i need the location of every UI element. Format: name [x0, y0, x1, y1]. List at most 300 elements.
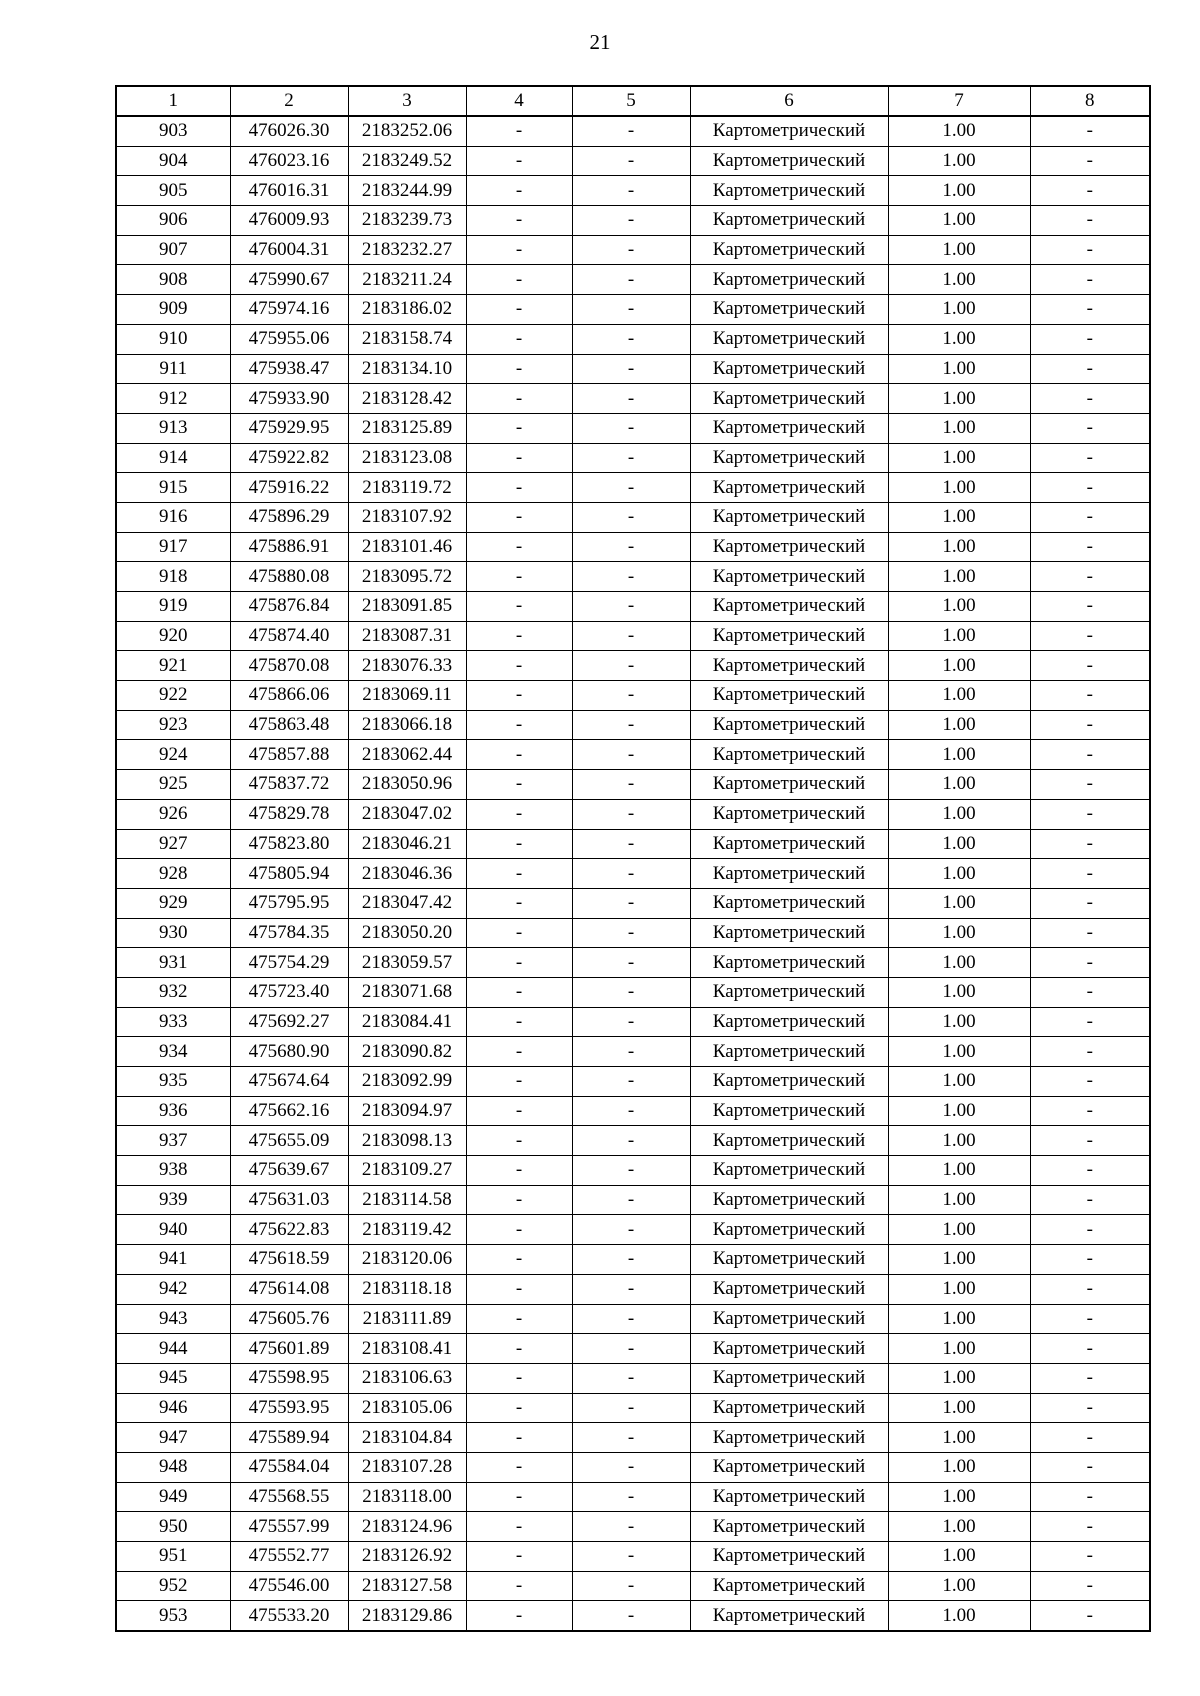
point-number-cell: 919: [116, 592, 230, 622]
column-4-cell: -: [466, 1393, 572, 1423]
x-coordinate-cell: 475754.29: [230, 948, 348, 978]
method-cell: Картометрический: [690, 799, 888, 829]
column-5-cell: -: [572, 1037, 690, 1067]
column-8-cell: -: [1030, 1007, 1150, 1037]
column-5-cell: -: [572, 324, 690, 354]
table-row: [116, 502, 1150, 532]
method-cell: Картометрический: [690, 1096, 888, 1126]
column-8-cell: -: [1030, 295, 1150, 325]
accuracy-cell: 1.00: [888, 146, 1030, 176]
accuracy-cell: 1.00: [888, 295, 1030, 325]
table-row: [116, 918, 1150, 948]
accuracy-cell: 1.00: [888, 384, 1030, 414]
accuracy-cell: 1.00: [888, 265, 1030, 295]
accuracy-cell: 1.00: [888, 176, 1030, 206]
y-coordinate-cell: 2183084.41: [348, 1007, 466, 1037]
accuracy-cell: 1.00: [888, 1007, 1030, 1037]
point-number-cell: 944: [116, 1334, 230, 1364]
table-row: [116, 1274, 1150, 1304]
x-coordinate-cell: 475552.77: [230, 1542, 348, 1572]
point-number-cell: 922: [116, 681, 230, 711]
method-cell: Картометрический: [690, 324, 888, 354]
method-cell: Картометрический: [690, 740, 888, 770]
x-coordinate-cell: 476026.30: [230, 116, 348, 146]
x-coordinate-cell: 475805.94: [230, 859, 348, 889]
point-number-cell: 937: [116, 1126, 230, 1156]
method-cell: Картометрический: [690, 384, 888, 414]
column-4-cell: -: [466, 1185, 572, 1215]
column-5-cell: -: [572, 1185, 690, 1215]
column-8-cell: -: [1030, 1542, 1150, 1572]
x-coordinate-cell: 475622.83: [230, 1215, 348, 1245]
column-5-cell: -: [572, 1215, 690, 1245]
method-cell: Картометрический: [690, 1512, 888, 1542]
y-coordinate-cell: 2183134.10: [348, 354, 466, 384]
table-row: [116, 1096, 1150, 1126]
y-coordinate-cell: 2183124.96: [348, 1512, 466, 1542]
x-coordinate-cell: 475618.59: [230, 1245, 348, 1275]
accuracy-cell: 1.00: [888, 1096, 1030, 1126]
column-8-cell: -: [1030, 1601, 1150, 1631]
method-cell: Картометрический: [690, 1334, 888, 1364]
accuracy-cell: 1.00: [888, 710, 1030, 740]
column-4-cell: -: [466, 1067, 572, 1097]
accuracy-cell: 1.00: [888, 1393, 1030, 1423]
method-cell: Картометрический: [690, 295, 888, 325]
column-5-cell: -: [572, 1096, 690, 1126]
method-cell: Картометрический: [690, 1245, 888, 1275]
column-8-cell: -: [1030, 176, 1150, 206]
column-5-cell: -: [572, 295, 690, 325]
point-number-cell: 949: [116, 1482, 230, 1512]
column-4-cell: -: [466, 1482, 572, 1512]
x-coordinate-cell: 475631.03: [230, 1185, 348, 1215]
x-coordinate-cell: 476009.93: [230, 206, 348, 236]
column-8-cell: -: [1030, 681, 1150, 711]
method-cell: Картометрический: [690, 710, 888, 740]
accuracy-cell: 1.00: [888, 502, 1030, 532]
method-cell: Картометрический: [690, 235, 888, 265]
column-5-cell: -: [572, 413, 690, 443]
column-8-cell: -: [1030, 592, 1150, 622]
method-cell: Картометрический: [690, 651, 888, 681]
table-row: [116, 888, 1150, 918]
table-row: [116, 1423, 1150, 1453]
x-coordinate-cell: 475938.47: [230, 354, 348, 384]
column-8-cell: -: [1030, 473, 1150, 503]
accuracy-cell: 1.00: [888, 681, 1030, 711]
method-cell: Картометрический: [690, 977, 888, 1007]
y-coordinate-cell: 2183118.18: [348, 1274, 466, 1304]
column-header-6: 6: [690, 86, 888, 116]
column-5-cell: -: [572, 710, 690, 740]
method-cell: Картометрический: [690, 206, 888, 236]
table-row: [116, 1185, 1150, 1215]
y-coordinate-cell: 2183158.74: [348, 324, 466, 354]
point-number-cell: 945: [116, 1363, 230, 1393]
column-5-cell: -: [572, 1156, 690, 1186]
point-number-cell: 913: [116, 413, 230, 443]
column-5-cell: -: [572, 1274, 690, 1304]
x-coordinate-cell: 475639.67: [230, 1156, 348, 1186]
x-coordinate-cell: 475863.48: [230, 710, 348, 740]
accuracy-cell: 1.00: [888, 948, 1030, 978]
column-4-cell: -: [466, 473, 572, 503]
y-coordinate-cell: 2183090.82: [348, 1037, 466, 1067]
table-row: [116, 859, 1150, 889]
y-coordinate-cell: 2183119.72: [348, 473, 466, 503]
point-number-cell: 927: [116, 829, 230, 859]
column-8-cell: -: [1030, 1452, 1150, 1482]
method-cell: Картометрический: [690, 443, 888, 473]
y-coordinate-cell: 2183098.13: [348, 1126, 466, 1156]
method-cell: Картометрический: [690, 1274, 888, 1304]
x-coordinate-cell: 475692.27: [230, 1007, 348, 1037]
table-row: [116, 1482, 1150, 1512]
column-5-cell: -: [572, 1126, 690, 1156]
method-cell: Картометрический: [690, 918, 888, 948]
column-4-cell: -: [466, 1304, 572, 1334]
y-coordinate-cell: 2183104.84: [348, 1423, 466, 1453]
y-coordinate-cell: 2183071.68: [348, 977, 466, 1007]
table-row: [116, 948, 1150, 978]
point-number-cell: 906: [116, 206, 230, 236]
y-coordinate-cell: 2183129.86: [348, 1601, 466, 1631]
accuracy-cell: 1.00: [888, 1126, 1030, 1156]
column-4-cell: -: [466, 502, 572, 532]
y-coordinate-cell: 2183127.58: [348, 1571, 466, 1601]
column-8-cell: -: [1030, 1037, 1150, 1067]
accuracy-cell: 1.00: [888, 1304, 1030, 1334]
column-5-cell: -: [572, 1601, 690, 1631]
point-number-cell: 904: [116, 146, 230, 176]
point-number-cell: 905: [116, 176, 230, 206]
column-5-cell: -: [572, 918, 690, 948]
column-5-cell: -: [572, 265, 690, 295]
method-cell: Картометрический: [690, 146, 888, 176]
accuracy-cell: 1.00: [888, 1571, 1030, 1601]
accuracy-cell: 1.00: [888, 1452, 1030, 1482]
column-4-cell: -: [466, 1156, 572, 1186]
column-5-cell: -: [572, 859, 690, 889]
column-4-cell: -: [466, 710, 572, 740]
column-5-cell: -: [572, 1245, 690, 1275]
method-cell: Картометрический: [690, 770, 888, 800]
y-coordinate-cell: 2183107.92: [348, 502, 466, 532]
table-row: [116, 1393, 1150, 1423]
column-8-cell: -: [1030, 1156, 1150, 1186]
table-row: [116, 1363, 1150, 1393]
column-4-cell: -: [466, 562, 572, 592]
column-4-cell: -: [466, 532, 572, 562]
accuracy-cell: 1.00: [888, 621, 1030, 651]
column-4-cell: -: [466, 1096, 572, 1126]
point-number-cell: 925: [116, 770, 230, 800]
accuracy-cell: 1.00: [888, 532, 1030, 562]
column-4-cell: -: [466, 1542, 572, 1572]
column-4-cell: -: [466, 1334, 572, 1364]
column-5-cell: -: [572, 1334, 690, 1364]
table-row: [116, 1126, 1150, 1156]
point-number-cell: 946: [116, 1393, 230, 1423]
x-coordinate-cell: 475896.29: [230, 502, 348, 532]
column-4-cell: -: [466, 681, 572, 711]
method-cell: Картометрический: [690, 502, 888, 532]
point-number-cell: 950: [116, 1512, 230, 1542]
column-4-cell: -: [466, 740, 572, 770]
table-row: [116, 295, 1150, 325]
x-coordinate-cell: 475974.16: [230, 295, 348, 325]
y-coordinate-cell: 2183111.89: [348, 1304, 466, 1334]
accuracy-cell: 1.00: [888, 1482, 1030, 1512]
column-5-cell: -: [572, 651, 690, 681]
column-5-cell: -: [572, 146, 690, 176]
column-4-cell: -: [466, 116, 572, 146]
column-8-cell: -: [1030, 1363, 1150, 1393]
table-row: [116, 1037, 1150, 1067]
column-5-cell: -: [572, 681, 690, 711]
column-8-cell: -: [1030, 1512, 1150, 1542]
column-4-cell: -: [466, 918, 572, 948]
point-number-cell: 931: [116, 948, 230, 978]
method-cell: Картометрический: [690, 1126, 888, 1156]
table-row: [116, 176, 1150, 206]
column-4-cell: -: [466, 651, 572, 681]
point-number-cell: 948: [116, 1452, 230, 1482]
column-5-cell: -: [572, 1542, 690, 1572]
y-coordinate-cell: 2183108.41: [348, 1334, 466, 1364]
point-number-cell: 917: [116, 532, 230, 562]
method-cell: Картометрический: [690, 1037, 888, 1067]
column-4-cell: -: [466, 1126, 572, 1156]
method-cell: Картометрический: [690, 948, 888, 978]
x-coordinate-cell: 475674.64: [230, 1067, 348, 1097]
method-cell: Картометрический: [690, 1067, 888, 1097]
x-coordinate-cell: 475874.40: [230, 621, 348, 651]
column-4-cell: -: [466, 443, 572, 473]
point-number-cell: 911: [116, 354, 230, 384]
column-8-cell: -: [1030, 770, 1150, 800]
point-number-cell: 940: [116, 1215, 230, 1245]
x-coordinate-cell: 475614.08: [230, 1274, 348, 1304]
point-number-cell: 926: [116, 799, 230, 829]
column-8-cell: -: [1030, 1393, 1150, 1423]
x-coordinate-cell: 476016.31: [230, 176, 348, 206]
table-row: [116, 681, 1150, 711]
column-4-cell: -: [466, 1512, 572, 1542]
column-header-7: 7: [888, 86, 1030, 116]
y-coordinate-cell: 2183076.33: [348, 651, 466, 681]
y-coordinate-cell: 2183059.57: [348, 948, 466, 978]
y-coordinate-cell: 2183114.58: [348, 1185, 466, 1215]
y-coordinate-cell: 2183047.42: [348, 888, 466, 918]
accuracy-cell: 1.00: [888, 473, 1030, 503]
method-cell: Картометрический: [690, 1007, 888, 1037]
method-cell: Картометрический: [690, 413, 888, 443]
column-5-cell: -: [572, 1482, 690, 1512]
method-cell: Картометрический: [690, 1156, 888, 1186]
y-coordinate-cell: 2183249.52: [348, 146, 466, 176]
page-number: 21: [589, 30, 611, 54]
y-coordinate-cell: 2183244.99: [348, 176, 466, 206]
column-5-cell: -: [572, 176, 690, 206]
column-4-cell: -: [466, 1215, 572, 1245]
table-row: [116, 116, 1150, 146]
column-4-cell: -: [466, 354, 572, 384]
column-4-cell: -: [466, 413, 572, 443]
column-5-cell: -: [572, 532, 690, 562]
accuracy-cell: 1.00: [888, 354, 1030, 384]
column-8-cell: -: [1030, 1482, 1150, 1512]
point-number-cell: 938: [116, 1156, 230, 1186]
x-coordinate-cell: 475823.80: [230, 829, 348, 859]
x-coordinate-cell: 475598.95: [230, 1363, 348, 1393]
table-row: [116, 146, 1150, 176]
column-5-cell: -: [572, 948, 690, 978]
x-coordinate-cell: 475866.06: [230, 681, 348, 711]
point-number-cell: 935: [116, 1067, 230, 1097]
method-cell: Картометрический: [690, 621, 888, 651]
table-row: [116, 1512, 1150, 1542]
column-4-cell: -: [466, 621, 572, 651]
point-number-cell: 939: [116, 1185, 230, 1215]
point-number-cell: 933: [116, 1007, 230, 1037]
column-5-cell: -: [572, 502, 690, 532]
point-number-cell: 909: [116, 295, 230, 325]
column-4-cell: -: [466, 1452, 572, 1482]
method-cell: Картометрический: [690, 1601, 888, 1631]
point-number-cell: 916: [116, 502, 230, 532]
column-5-cell: -: [572, 1512, 690, 1542]
column-8-cell: -: [1030, 1185, 1150, 1215]
point-number-cell: 903: [116, 116, 230, 146]
column-8-cell: -: [1030, 1571, 1150, 1601]
point-number-cell: 947: [116, 1423, 230, 1453]
point-number-cell: 952: [116, 1571, 230, 1601]
y-coordinate-cell: 2183101.46: [348, 532, 466, 562]
column-8-cell: -: [1030, 354, 1150, 384]
point-number-cell: 929: [116, 888, 230, 918]
column-8-cell: -: [1030, 1334, 1150, 1364]
method-cell: Картометрический: [690, 532, 888, 562]
method-cell: Картометрический: [690, 1215, 888, 1245]
method-cell: Картометрический: [690, 562, 888, 592]
method-cell: Картометрический: [690, 473, 888, 503]
column-header-5: 5: [572, 86, 690, 116]
accuracy-cell: 1.00: [888, 740, 1030, 770]
accuracy-cell: 1.00: [888, 799, 1030, 829]
column-8-cell: -: [1030, 206, 1150, 236]
x-coordinate-cell: 475886.91: [230, 532, 348, 562]
column-5-cell: -: [572, 206, 690, 236]
table-row: [116, 206, 1150, 236]
y-coordinate-cell: 2183091.85: [348, 592, 466, 622]
x-coordinate-cell: 475880.08: [230, 562, 348, 592]
accuracy-cell: 1.00: [888, 562, 1030, 592]
y-coordinate-cell: 2183239.73: [348, 206, 466, 236]
table-row: [116, 651, 1150, 681]
column-5-cell: -: [572, 1571, 690, 1601]
table-row: [116, 1452, 1150, 1482]
column-header-8: 8: [1030, 86, 1150, 116]
table-row: [116, 532, 1150, 562]
column-8-cell: -: [1030, 710, 1150, 740]
x-coordinate-cell: 475929.95: [230, 413, 348, 443]
y-coordinate-cell: 2183123.08: [348, 443, 466, 473]
table-row: [116, 621, 1150, 651]
column-8-cell: -: [1030, 1423, 1150, 1453]
column-8-cell: -: [1030, 116, 1150, 146]
method-cell: Картометрический: [690, 176, 888, 206]
point-number-cell: 943: [116, 1304, 230, 1334]
column-8-cell: -: [1030, 443, 1150, 473]
column-4-cell: -: [466, 265, 572, 295]
table-row: [116, 799, 1150, 829]
column-4-cell: -: [466, 799, 572, 829]
x-coordinate-cell: 475533.20: [230, 1601, 348, 1631]
x-coordinate-cell: 475605.76: [230, 1304, 348, 1334]
method-cell: Картометрический: [690, 354, 888, 384]
column-5-cell: -: [572, 1363, 690, 1393]
table-row: [116, 443, 1150, 473]
column-8-cell: -: [1030, 859, 1150, 889]
column-5-cell: -: [572, 770, 690, 800]
point-number-cell: 910: [116, 324, 230, 354]
method-cell: Картометрический: [690, 681, 888, 711]
x-coordinate-cell: 476023.16: [230, 146, 348, 176]
column-8-cell: -: [1030, 621, 1150, 651]
column-8-cell: -: [1030, 324, 1150, 354]
accuracy-cell: 1.00: [888, 1542, 1030, 1572]
accuracy-cell: 1.00: [888, 235, 1030, 265]
method-cell: Картометрический: [690, 265, 888, 295]
point-number-cell: 934: [116, 1037, 230, 1067]
column-8-cell: -: [1030, 918, 1150, 948]
y-coordinate-cell: 2183087.31: [348, 621, 466, 651]
accuracy-cell: 1.00: [888, 413, 1030, 443]
point-number-cell: 920: [116, 621, 230, 651]
column-8-cell: -: [1030, 1274, 1150, 1304]
x-coordinate-cell: 475655.09: [230, 1126, 348, 1156]
x-coordinate-cell: 475857.88: [230, 740, 348, 770]
column-8-cell: -: [1030, 1096, 1150, 1126]
point-number-cell: 923: [116, 710, 230, 740]
column-4-cell: -: [466, 384, 572, 414]
y-coordinate-cell: 2183062.44: [348, 740, 466, 770]
y-coordinate-cell: 2183252.06: [348, 116, 466, 146]
y-coordinate-cell: 2183095.72: [348, 562, 466, 592]
x-coordinate-cell: 475829.78: [230, 799, 348, 829]
column-8-cell: -: [1030, 948, 1150, 978]
accuracy-cell: 1.00: [888, 206, 1030, 236]
x-coordinate-cell: 475589.94: [230, 1423, 348, 1453]
y-coordinate-cell: 2183186.02: [348, 295, 466, 325]
table-row: [116, 829, 1150, 859]
y-coordinate-cell: 2183125.89: [348, 413, 466, 443]
x-coordinate-cell: 475922.82: [230, 443, 348, 473]
table-row: [116, 1067, 1150, 1097]
column-8-cell: -: [1030, 384, 1150, 414]
column-8-cell: -: [1030, 1245, 1150, 1275]
column-4-cell: -: [466, 206, 572, 236]
accuracy-cell: 1.00: [888, 592, 1030, 622]
column-8-cell: -: [1030, 1215, 1150, 1245]
y-coordinate-cell: 2183046.21: [348, 829, 466, 859]
table-row: [116, 1601, 1150, 1631]
column-4-cell: -: [466, 1245, 572, 1275]
table-row: [116, 1245, 1150, 1275]
column-4-cell: -: [466, 1037, 572, 1067]
